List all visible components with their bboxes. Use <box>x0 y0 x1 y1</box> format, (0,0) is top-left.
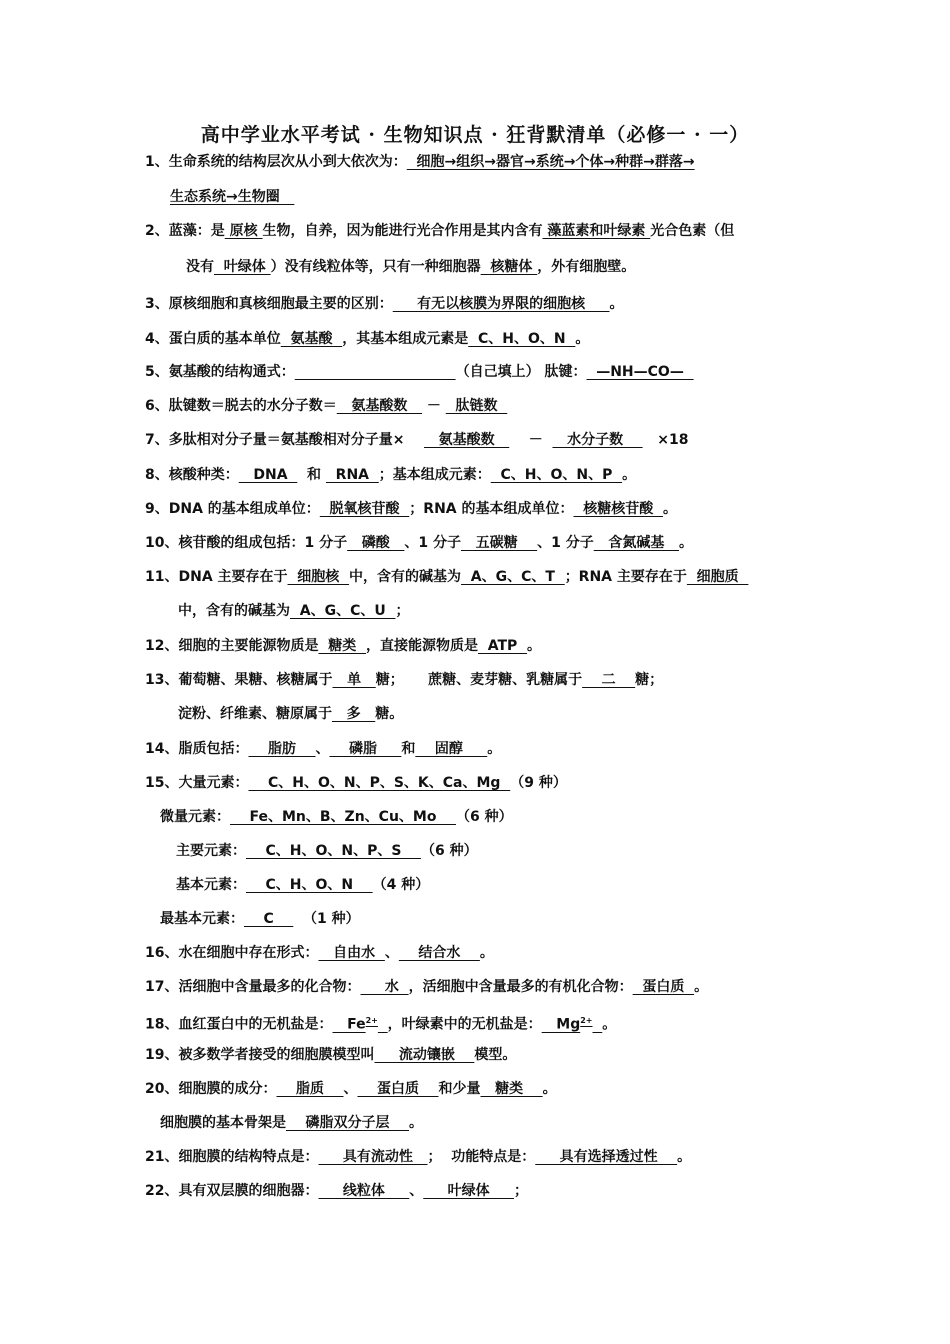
prompt-text: ，其基本组成元素是 <box>342 331 469 347</box>
prompt-text: （1 种） <box>293 911 360 927</box>
prompt-text: 15、大量元素： <box>145 775 249 791</box>
prompt-text: － <box>422 398 446 414</box>
list-item <box>145 362 694 382</box>
prompt-text: （自己填上） 肽键： <box>455 364 587 380</box>
prompt-text: 22、具有双层膜的细胞器： <box>145 1183 319 1199</box>
answer-text: C、H、O、N、P、S <box>246 843 421 859</box>
answer-text: 磷酸 <box>347 535 405 551</box>
answer-text: 水 <box>360 979 409 995</box>
prompt-text: 5、氨基酸的结构通式： <box>145 364 295 380</box>
prompt-text: 。 <box>527 638 542 654</box>
list-item <box>160 1113 423 1133</box>
prompt-text: 、1 分子 <box>404 535 461 551</box>
prompt-text: 。 <box>622 467 637 483</box>
prompt-text: 。 <box>542 1081 557 1097</box>
prompt-text: ； <box>513 1183 528 1199</box>
answer-text: 自由水 <box>318 945 385 961</box>
prompt-text: 糖。 <box>375 706 404 722</box>
answer-text: 脂质 <box>276 1081 344 1097</box>
prompt-text: 。 <box>678 535 693 551</box>
prompt-text: ，直接能源物质是 <box>365 638 478 654</box>
answer-text: 2+ <box>580 1016 593 1025</box>
prompt-text: 糖； 蔗糖、麦芽糖、乳糖属于 <box>375 672 583 688</box>
prompt-text: 主要元素： <box>176 843 246 859</box>
answer-text: A、G、C、T <box>461 569 565 585</box>
list-item <box>145 636 541 656</box>
prompt-text: ；基本组成元素： <box>378 467 491 483</box>
list-item <box>145 943 494 963</box>
answer-text: 细胞→组织→器官→系统→个体→种群→群落→ <box>406 154 695 170</box>
answer-text: 核糖核苷酸 <box>573 501 664 517</box>
prompt-text: 12、细胞的主要能源物质是 <box>145 638 319 654</box>
answer-text: C、H、O、N、P、S、K、Ca、Mg <box>248 775 511 791</box>
prompt-text: 1、生命系统的结构层次从小到大依次为： <box>145 154 407 170</box>
answer-text: C、H、O、N、P <box>490 467 623 483</box>
list-item <box>145 567 748 587</box>
answer-text: 流动镶嵌 <box>374 1047 475 1063</box>
prompt-text: 细胞膜的基本骨架是 <box>160 1115 286 1131</box>
answer-text: 脱氧核苷酸 <box>319 501 410 517</box>
prompt-text: 糖； <box>635 672 664 688</box>
prompt-text: 、 <box>315 741 330 757</box>
answer-text: 线粒体 <box>318 1183 410 1199</box>
prompt-text: 13、葡萄糖、果糖、核糖属于 <box>145 672 333 688</box>
list-item <box>145 1181 528 1201</box>
answer-text: Fe <box>332 1016 366 1033</box>
answer-text: 糖类 <box>318 638 366 654</box>
prompt-text: （9 种） <box>510 775 567 791</box>
answer-text <box>378 1017 388 1033</box>
answer-text: 肽链数 <box>445 398 508 414</box>
prompt-text: 。 <box>479 945 494 961</box>
list-item <box>145 430 688 450</box>
prompt-text: 。 <box>487 741 502 757</box>
answer-text: A、G、C、U <box>290 603 396 619</box>
answer-text: 水分子数 <box>552 432 643 448</box>
prompt-text: 和少量 <box>438 1081 481 1097</box>
prompt-text: 14、脂质包括： <box>145 741 249 757</box>
prompt-text: ，活细胞中含量最多的有机化合物： <box>408 979 633 995</box>
prompt-text: 。 <box>575 331 590 347</box>
prompt-text: 、 <box>343 1081 358 1097</box>
answer-text: 磷脂 <box>329 741 402 757</box>
answer-text: 具有流动性 <box>318 1149 428 1165</box>
answer-text: 磷脂双分子层 <box>286 1115 409 1131</box>
prompt-text: 16、水在细胞中存在形式： <box>145 945 319 961</box>
prompt-text: 18、血红蛋白中的无机盐是： <box>145 1016 333 1033</box>
answer-text: 蛋白质 <box>357 1081 439 1097</box>
list-item <box>145 294 624 314</box>
prompt-text: 、1 分子 <box>537 535 594 551</box>
answer-text: 含氮碱基 <box>593 535 679 551</box>
prompt-text: 10、核苷酸的组成包括：1 分子 <box>145 535 348 551</box>
list-item <box>145 152 695 172</box>
list-item <box>145 773 567 793</box>
answer-text: 五碳糖 <box>460 535 538 551</box>
list-item <box>178 704 403 724</box>
prompt-text: 光合色素（但 <box>650 223 735 239</box>
prompt-text: （4 种） <box>372 877 430 893</box>
prompt-text: （6 种） <box>455 809 513 825</box>
prompt-text: 基本元素： <box>176 877 246 893</box>
prompt-text: 生物，自养，因为能进行光合作用是其内含有 <box>262 223 543 239</box>
list-item <box>145 329 589 349</box>
answer-text: RNA <box>325 467 379 483</box>
list-item <box>145 1147 691 1167</box>
prompt-text: 8、核酸种类： <box>145 467 239 483</box>
prompt-text: ，叶绿素中的无机盐是： <box>387 1016 542 1033</box>
prompt-text: 和 <box>297 467 326 483</box>
answer-text: 多 <box>332 706 376 722</box>
list-item <box>145 1011 616 1035</box>
answer-text: ATP <box>477 638 528 654</box>
answer-text: 单 <box>332 672 376 688</box>
prompt-text: 11、DNA 主要存在于 <box>145 569 288 585</box>
prompt-text: 21、细胞膜的结构特点是： <box>145 1149 319 1165</box>
prompt-text: 。 <box>409 1115 423 1131</box>
answer-text: 核糖体 <box>480 259 538 275</box>
prompt-text: 中，含有的碱基为 <box>349 569 462 585</box>
answer-text: 藻蓝素和叶绿素 <box>542 223 651 239</box>
prompt-text: 和 <box>401 741 416 757</box>
prompt-text: ×18 <box>642 432 689 448</box>
list-item <box>145 533 693 553</box>
answer-text: C、H、O、N <box>246 877 373 893</box>
answer-text: 生态系统→生物圈 <box>170 189 295 205</box>
prompt-text: 中，含有的碱基为 <box>178 603 290 619</box>
list-item <box>170 187 294 207</box>
answer-text: 蛋白质 <box>632 979 695 995</box>
document-title: 高中学业水平考试 · 生物知识点 · 狂背默清单（必修一 · 一） <box>200 124 750 146</box>
prompt-text: ，外有细胞壁。 <box>537 259 636 275</box>
list-item <box>145 670 663 690</box>
answer-text: Mg <box>541 1016 581 1033</box>
answer-text: —NH—CO— <box>586 364 694 380</box>
prompt-text: 4、蛋白质的基本单位 <box>145 331 281 347</box>
list-item <box>145 499 677 519</box>
answer-text: 糖类 <box>480 1081 543 1097</box>
prompt-text: 19、被多数学者接受的细胞膜模型叫 <box>145 1047 375 1063</box>
prompt-text: ）没有线粒体等，只有一种细胞器 <box>270 259 481 275</box>
answer-text: Fe、Mn、B、Zn、Cu、Mo <box>230 809 456 825</box>
prompt-text: 。 <box>609 296 624 312</box>
prompt-text: － <box>509 432 553 448</box>
answer-text: 结合水 <box>398 945 480 961</box>
prompt-text: 9、DNA 的基本组成单位： <box>145 501 320 517</box>
prompt-text: ； <box>395 603 410 619</box>
prompt-text: 2、蓝藻：是 <box>145 223 225 239</box>
prompt-text: 17、活细胞中含量最多的化合物： <box>145 979 361 995</box>
prompt-text: 。 <box>694 979 709 995</box>
answer-text: 叶绿体 <box>214 259 271 275</box>
answer-text: C <box>244 911 294 927</box>
answer-text: 细胞核 <box>287 569 350 585</box>
answer-text: 氨基酸数 <box>423 432 510 448</box>
answer-text: 2+ <box>365 1016 378 1025</box>
prompt-text: 3、原核细胞和真核细胞最主要的区别： <box>145 296 393 312</box>
prompt-text: ；RNA 主要存在于 <box>564 569 687 585</box>
prompt-text: 微量元素： <box>160 809 230 825</box>
list-item <box>145 1079 557 1099</box>
list-item <box>160 807 513 827</box>
prompt-text: 。 <box>602 1016 617 1033</box>
list-item <box>145 465 636 485</box>
prompt-text: ； 功能特点是： <box>427 1149 536 1165</box>
answer-text: 氨基酸数 <box>336 398 422 414</box>
list-item <box>176 875 429 895</box>
list-item <box>186 257 635 277</box>
list-item <box>160 909 360 929</box>
answer-text: DNA <box>238 467 298 483</box>
prompt-text: （6 种） <box>420 843 478 859</box>
answer-text: 细胞质 <box>686 569 749 585</box>
prompt-text: 。 <box>663 501 678 517</box>
answer-text: 有无以核膜为界限的细胞核 <box>392 296 610 312</box>
prompt-text: 。 <box>677 1149 692 1165</box>
answer-text: 氨基酸 <box>280 331 343 347</box>
prompt-text: 最基本元素： <box>160 911 244 927</box>
answer-text: C、H、O、N <box>468 331 576 347</box>
list-item <box>145 221 734 241</box>
prompt-text: 7、多肽相对分子量＝氨基酸相对分子量× <box>145 432 424 448</box>
prompt-text: 、 <box>409 1183 424 1199</box>
list-item <box>145 1045 516 1065</box>
prompt-text: 淀粉、纤维素、糖原属于 <box>178 706 332 722</box>
answer-text: 固醇 <box>415 741 488 757</box>
answer-text <box>593 1017 603 1033</box>
answer-text <box>295 364 456 380</box>
answer-text: 原核 <box>224 223 263 239</box>
answer-text: 二 <box>582 672 636 688</box>
answer-text: 具有选择透过性 <box>535 1149 678 1165</box>
prompt-text: 6、肽键数＝脱去的水分子数＝ <box>145 398 337 414</box>
list-item <box>145 739 501 759</box>
prompt-text: 、 <box>384 945 399 961</box>
list-item <box>178 601 409 621</box>
answer-text: 脂肪 <box>248 741 316 757</box>
list-item <box>176 841 478 861</box>
answer-text: 叶绿体 <box>423 1183 514 1199</box>
prompt-text: 没有 <box>186 259 214 275</box>
prompt-text: 模型。 <box>474 1047 517 1063</box>
prompt-text: 20、细胞膜的成分： <box>145 1081 277 1097</box>
list-item <box>145 977 708 997</box>
list-item <box>145 396 507 416</box>
prompt-text: ；RNA 的基本组成单位： <box>409 501 574 517</box>
